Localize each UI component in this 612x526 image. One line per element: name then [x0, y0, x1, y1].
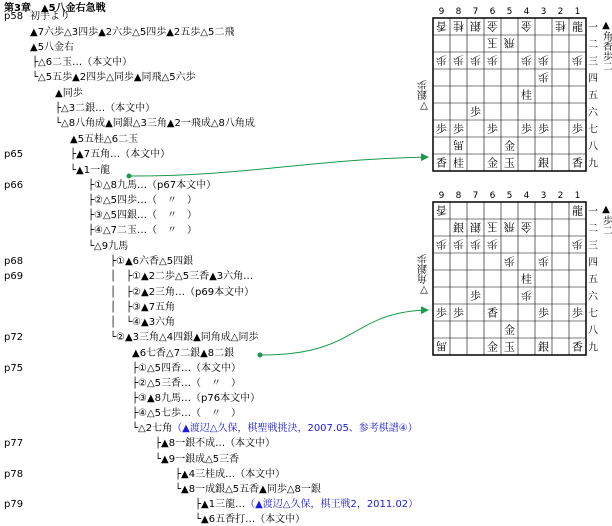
chapter-title: 第3章 ▲5八金右急戦 — [4, 3, 106, 14]
file-label: 9 — [438, 191, 445, 201]
move-line — [110, 286, 254, 299]
piece: 銀 — [470, 19, 481, 33]
page-ref: p65 — [4, 149, 24, 160]
move-line — [132, 377, 241, 390]
file-label: 9 — [438, 7, 445, 17]
piece: 玉 — [487, 36, 498, 50]
move-line — [55, 87, 83, 100]
file-label: 6 — [489, 191, 496, 201]
move-text: ├△3二銀…（本文中） — [55, 103, 156, 114]
move-line — [175, 483, 321, 496]
move-text: └△5五歩▲2四歩△同歩▲同飛△5六歩 — [32, 72, 196, 83]
move-text: ├△6二玉…（本文中） — [32, 57, 133, 68]
move-text: ├④△5七歩…（ 〃 ） — [132, 408, 242, 419]
move-line — [30, 10, 70, 23]
move-text: └▲6五香打…（本文中） — [195, 514, 306, 525]
file-label: 4 — [523, 7, 530, 17]
move-text: ├▲1三龍… — [195, 499, 246, 510]
file-label: 4 — [523, 191, 530, 201]
rank-label: 二 — [588, 39, 598, 51]
page-ref: p78 — [4, 469, 24, 480]
move-text: ├③△5四銀…（ 〃 ） — [88, 210, 198, 221]
move-line — [88, 240, 128, 253]
piece: 飛 — [504, 36, 515, 50]
piece: 歩 — [538, 254, 549, 268]
rank-label: 三 — [588, 240, 598, 252]
piece: 銀 — [538, 156, 549, 170]
rank-label: 六 — [588, 291, 598, 303]
piece: 歩 — [470, 289, 481, 303]
piece: 歩 — [538, 306, 549, 320]
piece: 歩 — [572, 306, 583, 320]
piece: 香 — [436, 203, 447, 217]
piece: 歩 — [487, 53, 498, 67]
piece: 香 — [436, 19, 447, 33]
rank-label: 八 — [588, 141, 598, 153]
move-text: └▲9一銀成△5三香 — [155, 454, 240, 465]
piece: 玉 — [504, 340, 515, 354]
move-text: ├▲4三桂成…（本文中） — [175, 469, 286, 480]
move-text: ├②△5四歩…（ 〃 ） — [88, 195, 198, 206]
page-ref: p66 — [4, 180, 24, 191]
piece: 歩 — [538, 53, 549, 67]
move-line — [110, 255, 193, 268]
piece: 香 — [572, 156, 583, 170]
piece: 龍 — [572, 204, 583, 218]
shogi-board-1 — [418, 4, 612, 189]
rank-label: 一 — [588, 206, 598, 218]
page-ref: p69 — [4, 271, 24, 282]
piece: 龍 — [572, 20, 583, 34]
move-text: ├③▲8九馬…（p76本文中） — [132, 393, 261, 404]
piece: 歩 — [521, 288, 532, 302]
piece: 歩 — [487, 122, 498, 136]
move-line — [88, 194, 197, 207]
piece: 歩 — [436, 237, 447, 251]
move-line — [195, 513, 305, 526]
page-ref: p77 — [4, 438, 24, 449]
rank-label: 四 — [588, 257, 598, 269]
shogi-board-2 — [418, 188, 612, 373]
piece: 金 — [504, 139, 515, 153]
file-label: 8 — [455, 191, 462, 201]
move-text: │ ├③▲7五角 — [110, 302, 176, 313]
move-text: ├④△7二玉…（ 〃 ） — [88, 225, 198, 236]
piece: 桂 — [521, 88, 532, 102]
move-text: ▲5五桂△6二玉 — [70, 134, 139, 145]
move-line — [110, 301, 175, 314]
rank-label: 一 — [588, 22, 598, 34]
sente-hand: ▲歩二 — [600, 204, 612, 235]
piece: 飛 — [504, 220, 515, 234]
move-text: └△2七角 — [132, 423, 173, 434]
piece: 歩 — [521, 122, 532, 136]
rank-label: 九 — [588, 158, 598, 170]
move-line — [155, 437, 275, 450]
move-text: │ └④▲3六角 — [110, 317, 176, 328]
piece: 香 — [487, 306, 498, 320]
file-label: 7 — [472, 7, 479, 17]
move-line — [110, 316, 175, 329]
piece: 金 — [521, 19, 532, 33]
piece: 銀 — [453, 221, 464, 235]
move-line — [55, 102, 155, 115]
piece: 歩 — [470, 105, 481, 119]
piece: 桂 — [453, 19, 464, 33]
move-line — [30, 26, 234, 39]
move-line — [32, 56, 132, 69]
move-line — [132, 362, 241, 375]
piece: 歩 — [572, 53, 583, 67]
move-line — [110, 270, 253, 283]
move-text: ▲6七香△7二銀▲8二銀 — [132, 348, 235, 359]
move-line — [132, 422, 418, 435]
page-ref: p79 — [4, 499, 24, 510]
piece: 歩 — [487, 237, 498, 251]
piece: 銀 — [470, 220, 481, 234]
page-ref: p68 — [4, 256, 24, 267]
gote-hand: ▽角銀歩 — [418, 254, 430, 295]
piece: 桂 — [555, 19, 566, 33]
piece: 銀 — [538, 340, 549, 354]
piece: 金 — [521, 220, 532, 234]
move-line — [132, 392, 260, 405]
piece: 歩 — [538, 70, 549, 84]
rank-label: 七 — [588, 124, 598, 136]
move-text: └②▲3三角△4四銀▲同角成△同歩 — [110, 332, 259, 343]
sente-hand: ▲角香歩二 — [600, 20, 612, 71]
gote-hand: ▽銀歩 — [418, 80, 430, 111]
move-text: ├①▲6六香△5四銀 — [110, 256, 194, 267]
connector-arrow-2 — [262, 310, 428, 355]
move-line — [132, 407, 241, 420]
piece: 歩 — [572, 122, 583, 136]
piece: 馬 — [436, 339, 447, 353]
piece: 金 — [504, 323, 515, 337]
move-text: └△8八角成▲同銀△3三角▲2一飛成△8八角成 — [55, 118, 255, 129]
rank-label: 四 — [588, 73, 598, 85]
rank-label: 八 — [588, 325, 598, 337]
move-text: ├①△5四香…（本文中） — [132, 363, 242, 374]
file-label: 1 — [574, 7, 581, 17]
piece: 香 — [572, 340, 583, 354]
file-label: 8 — [455, 7, 462, 17]
piece: 歩 — [572, 237, 583, 251]
page-ref: p75 — [4, 363, 24, 374]
move-line — [70, 133, 138, 146]
file-label: 5 — [506, 7, 513, 17]
piece: 馬 — [453, 138, 464, 152]
rank-label: 七 — [588, 308, 598, 320]
rank-label: 五 — [588, 90, 598, 102]
move-text: └△9九馬 — [88, 241, 129, 252]
move-text: 初手より — [30, 11, 70, 22]
file-label: 3 — [540, 7, 547, 17]
move-line — [70, 148, 170, 161]
piece: 歩 — [453, 306, 464, 320]
move-line — [88, 209, 197, 222]
piece: 桂 — [521, 272, 532, 286]
move-text: ▲同歩 — [55, 88, 83, 99]
move-text: └▲1一龍 — [70, 165, 111, 176]
move-line — [55, 117, 255, 130]
move-line — [30, 41, 74, 54]
file-label: 3 — [540, 191, 547, 201]
piece: 歩 — [470, 53, 481, 67]
piece: 金 — [487, 19, 498, 33]
file-label: 2 — [557, 7, 564, 17]
piece: 歩 — [453, 237, 464, 251]
move-line — [32, 71, 196, 84]
move-line — [132, 347, 234, 360]
file-label: 1 — [574, 191, 581, 201]
piece: 歩 — [470, 237, 481, 251]
piece: 歩 — [453, 53, 464, 67]
rank-label: 三 — [588, 56, 598, 68]
page-ref: p58 — [4, 11, 24, 22]
game-reference: （▲渡辺△久保，棋王戦2，2011.02） — [245, 499, 419, 510]
piece: 歩 — [436, 122, 447, 136]
move-text: ├▲7五角…（本文中） — [70, 149, 171, 160]
piece: 金 — [487, 340, 498, 354]
move-text: ├▲8一銀不成…（本文中） — [155, 438, 276, 449]
rank-label: 九 — [588, 342, 598, 354]
move-line — [110, 331, 258, 344]
piece: 金 — [487, 156, 498, 170]
move-text: ├①△8九馬…（p67本文中） — [88, 180, 217, 191]
connector-dot-2 — [258, 353, 263, 358]
move-line — [175, 468, 285, 481]
piece: 歩 — [504, 254, 515, 268]
connector-dot-1 — [127, 174, 132, 179]
move-text: │ ├②▲2三角…（p69本文中） — [110, 287, 255, 298]
piece: 歩 — [538, 122, 549, 136]
piece: 玉 — [504, 156, 515, 170]
piece: 歩 — [436, 53, 447, 67]
move-line — [88, 224, 197, 237]
rank-label: 五 — [588, 274, 598, 286]
move-text: │ ├①▲2二歩△5三香▲3六角… — [110, 271, 254, 282]
file-label: 5 — [506, 191, 513, 201]
piece: 歩 — [436, 306, 447, 320]
piece: 香 — [436, 156, 447, 170]
file-label: 7 — [472, 191, 479, 201]
connector-arrow-1 — [131, 157, 428, 176]
page-ref: p72 — [4, 332, 24, 343]
move-line — [195, 498, 418, 511]
file-label: 2 — [557, 191, 564, 201]
move-text: ▲5八金右 — [30, 42, 75, 53]
piece: 桂 — [453, 156, 464, 170]
rank-label: 六 — [588, 107, 598, 119]
rank-label: 二 — [588, 223, 598, 235]
piece: 歩 — [453, 122, 464, 136]
file-label: 6 — [489, 7, 496, 17]
move-text: ▲7六歩△3四歩▲2六歩△5四歩▲2五歩△5二飛 — [30, 27, 235, 38]
move-text: ├②△5三香…（ 〃 ） — [132, 378, 242, 389]
piece: 歩 — [521, 53, 532, 67]
move-line — [88, 179, 216, 192]
move-text: └▲8一成銀△5五香▲同歩△8一銀 — [175, 484, 321, 495]
move-line — [155, 453, 239, 466]
game-reference: （▲渡辺△久保，棋聖戦挑決，2007.05、参考棋譜④） — [172, 423, 418, 434]
move-line — [70, 164, 110, 177]
piece: 玉 — [487, 220, 498, 234]
